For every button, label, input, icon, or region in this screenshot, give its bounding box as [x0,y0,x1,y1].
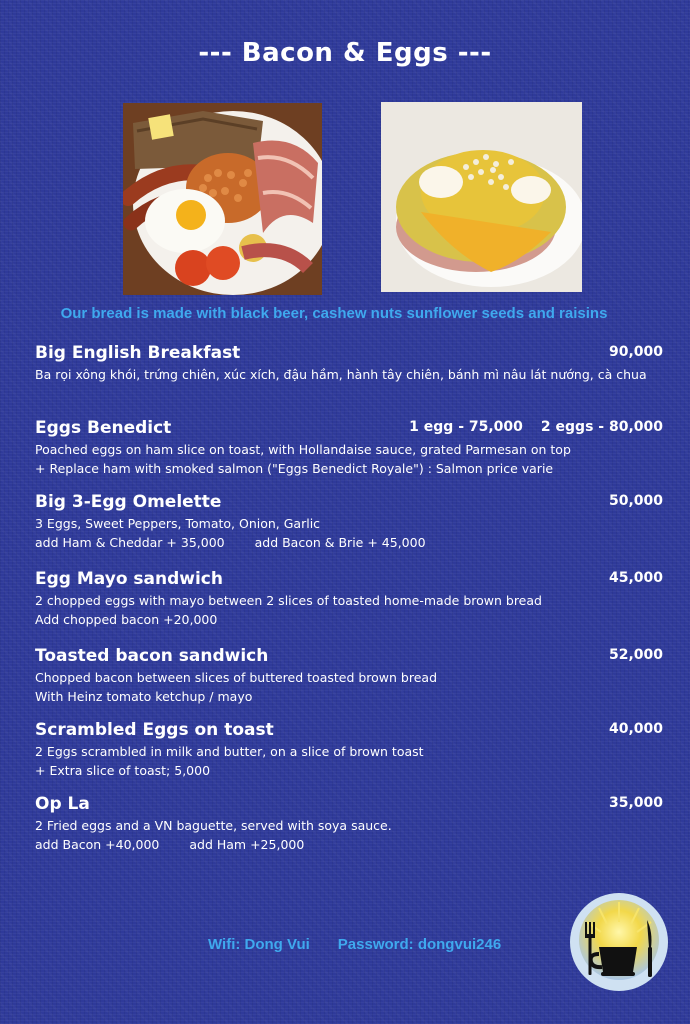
wifi-info [208,936,501,953]
menu-item-egg-mayo-sandwich [35,568,665,629]
menu-item-op-la [35,793,665,854]
wifi-password: Password: dongvui246 [337,936,502,953]
description-line: Chopped bacon between slices of buttered toasted brown bread [35,670,438,685]
addon-line [35,533,665,552]
page-title: --- Bacon & Eggs --- [198,38,492,68]
addon-ham-cheddar: add Ham & Cheddar + 35,000 [35,535,225,550]
cafe-logo-icon [569,892,669,992]
item-name: Big English Breakfast [35,343,241,363]
addon-bacon: add Bacon +40,000 [35,837,160,852]
breakfast-photo [123,103,322,295]
description-line: Poached eggs on ham slice on toast, with Hollandaise sauce, grated Parmesan on top [35,442,571,457]
item-name: Egg Mayo sandwich [35,569,223,589]
menu-item-big-english-breakfast [35,342,665,384]
menu-item-eggs-benedict [35,417,665,478]
item-description [35,591,665,629]
menu-item-big-3-egg-omelette [35,491,665,552]
item-name: Toasted bacon sandwich [35,646,269,666]
item-description [35,742,665,780]
description-line: 2 chopped eggs with mayo between 2 slices of toasted home-made brown bread [35,593,542,608]
item-description [35,514,665,552]
item-name: Op La [35,794,90,814]
description-line: 2 Fried eggs and a VN baguette, served with soya sauce. [35,818,392,833]
item-name: Scrambled Eggs on toast [35,720,274,740]
addon-bacon-brie: add Bacon & Brie + 45,000 [254,535,426,550]
item-price: 52,000 [608,647,663,663]
item-description [35,440,665,478]
addon-line [35,835,665,854]
description-line: With Heinz tomato ketchup / mayo [35,689,253,704]
item-price: 90,000 [608,344,663,360]
description-line: 3 Eggs, Sweet Peppers, Tomato, Onion, Garlic [35,516,321,531]
item-description: Ba rọi xông khói, trứng chiên, xúc xích, đậu hầm, hành tây chiên, bánh mì nâu lát nướng, cà chua [35,367,647,382]
description-line: Add chopped bacon +20,000 [35,612,218,627]
item-price: 45,000 [608,570,663,586]
item-name: Big 3-Egg Omelette [35,492,222,512]
item-price: 35,000 [608,795,663,811]
bread-note: Our bread is made with black beer, cashew nuts sunflower seeds and raisins [60,305,608,322]
wifi-name: Wifi: Dong Vui [208,936,310,953]
item-name: Eggs Benedict [35,418,172,438]
item-price: 50,000 [608,493,663,509]
menu-item-scrambled-eggs-on-toast [35,719,665,780]
item-description [35,816,665,854]
price-one-egg: 1 egg - 75,000 [409,419,523,435]
item-description [35,668,665,706]
description-line: + Replace ham with smoked salmon ("Eggs Benedict Royale") : Salmon price varie [35,461,554,476]
description-line: 2 Eggs scrambled in milk and butter, on a slice of brown toast [35,744,424,759]
item-price: 40,000 [608,721,663,737]
item-price-options [409,419,663,435]
price-two-eggs: 2 eggs - 80,000 [540,419,663,435]
addon-ham: add Ham +25,000 [189,837,305,852]
description-line: + Extra slice of toast; 5,000 [35,763,211,778]
eggs-benedict-photo [381,102,582,292]
menu-item-toasted-bacon-sandwich [35,645,665,706]
